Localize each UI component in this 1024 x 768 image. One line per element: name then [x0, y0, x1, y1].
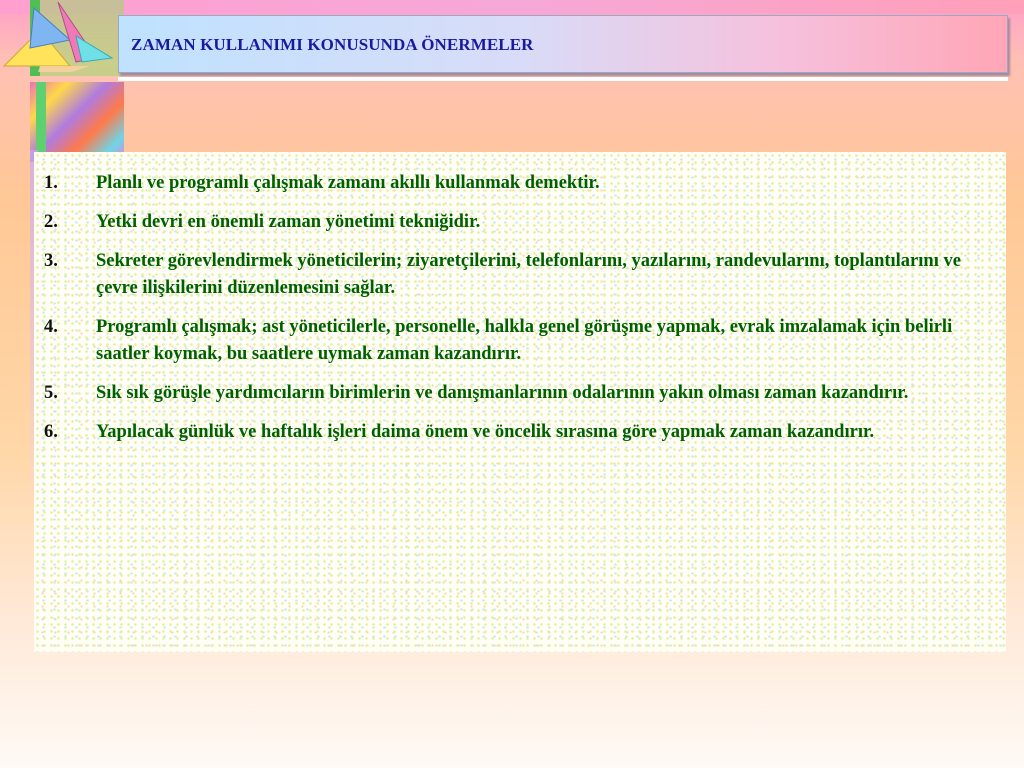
- list-item: [34, 209, 994, 236]
- list-item: [34, 419, 994, 446]
- title-bar: [118, 15, 1008, 73]
- decorative-strip: [30, 82, 124, 162]
- list-item: [34, 170, 994, 197]
- item-number: 6.: [44, 422, 58, 442]
- item-text: Yetki devri en önemli zaman yönetimi tekniğidir.: [96, 212, 481, 232]
- content-box: [34, 152, 1006, 652]
- item-number: 5.: [44, 383, 58, 403]
- list-item: [34, 248, 994, 302]
- item-number: 1.: [44, 173, 58, 193]
- recommendation-list: [34, 170, 994, 458]
- list-item: [34, 380, 994, 407]
- slide-title: ZAMAN KULLANIMI KONUSUNDA ÖNERMELER: [131, 35, 534, 54]
- item-text: Sık sık görüşle yardımcıların birimlerin ve danışmanlarının odalarının yakın olması zaman kazandırır.: [96, 383, 909, 403]
- item-text: Sekreter görevlendirmek yöneticilerin; ziyaretçilerini, telefonlarını, yazılarını, randevularını, toplantılarını ve çevre ilişkilerini düzenlemesini sağlar.: [96, 251, 961, 298]
- item-number: 3.: [44, 251, 58, 271]
- item-number: 2.: [44, 212, 58, 232]
- decorative-triangles-logo: [0, 0, 124, 76]
- list-item: [34, 314, 994, 368]
- item-text: Programlı çalışmak; ast yöneticilerle, personelle, halkla genel görüşme yapmak, evrak imzalamak için belirli saatler koymak, bu saatlere uymak zaman kazandırır.: [96, 317, 953, 364]
- item-text: Yapılacak günlük ve haftalık işleri daima önem ve öncelik sırasına göre yapmak zaman kazandırır.: [96, 422, 875, 442]
- title-underline: [118, 77, 1008, 81]
- item-text: Planlı ve programlı çalışmak zamanı akıllı kullanmak demektir.: [96, 173, 600, 193]
- item-number: 4.: [44, 317, 58, 337]
- top-stripe: [0, 0, 1024, 14]
